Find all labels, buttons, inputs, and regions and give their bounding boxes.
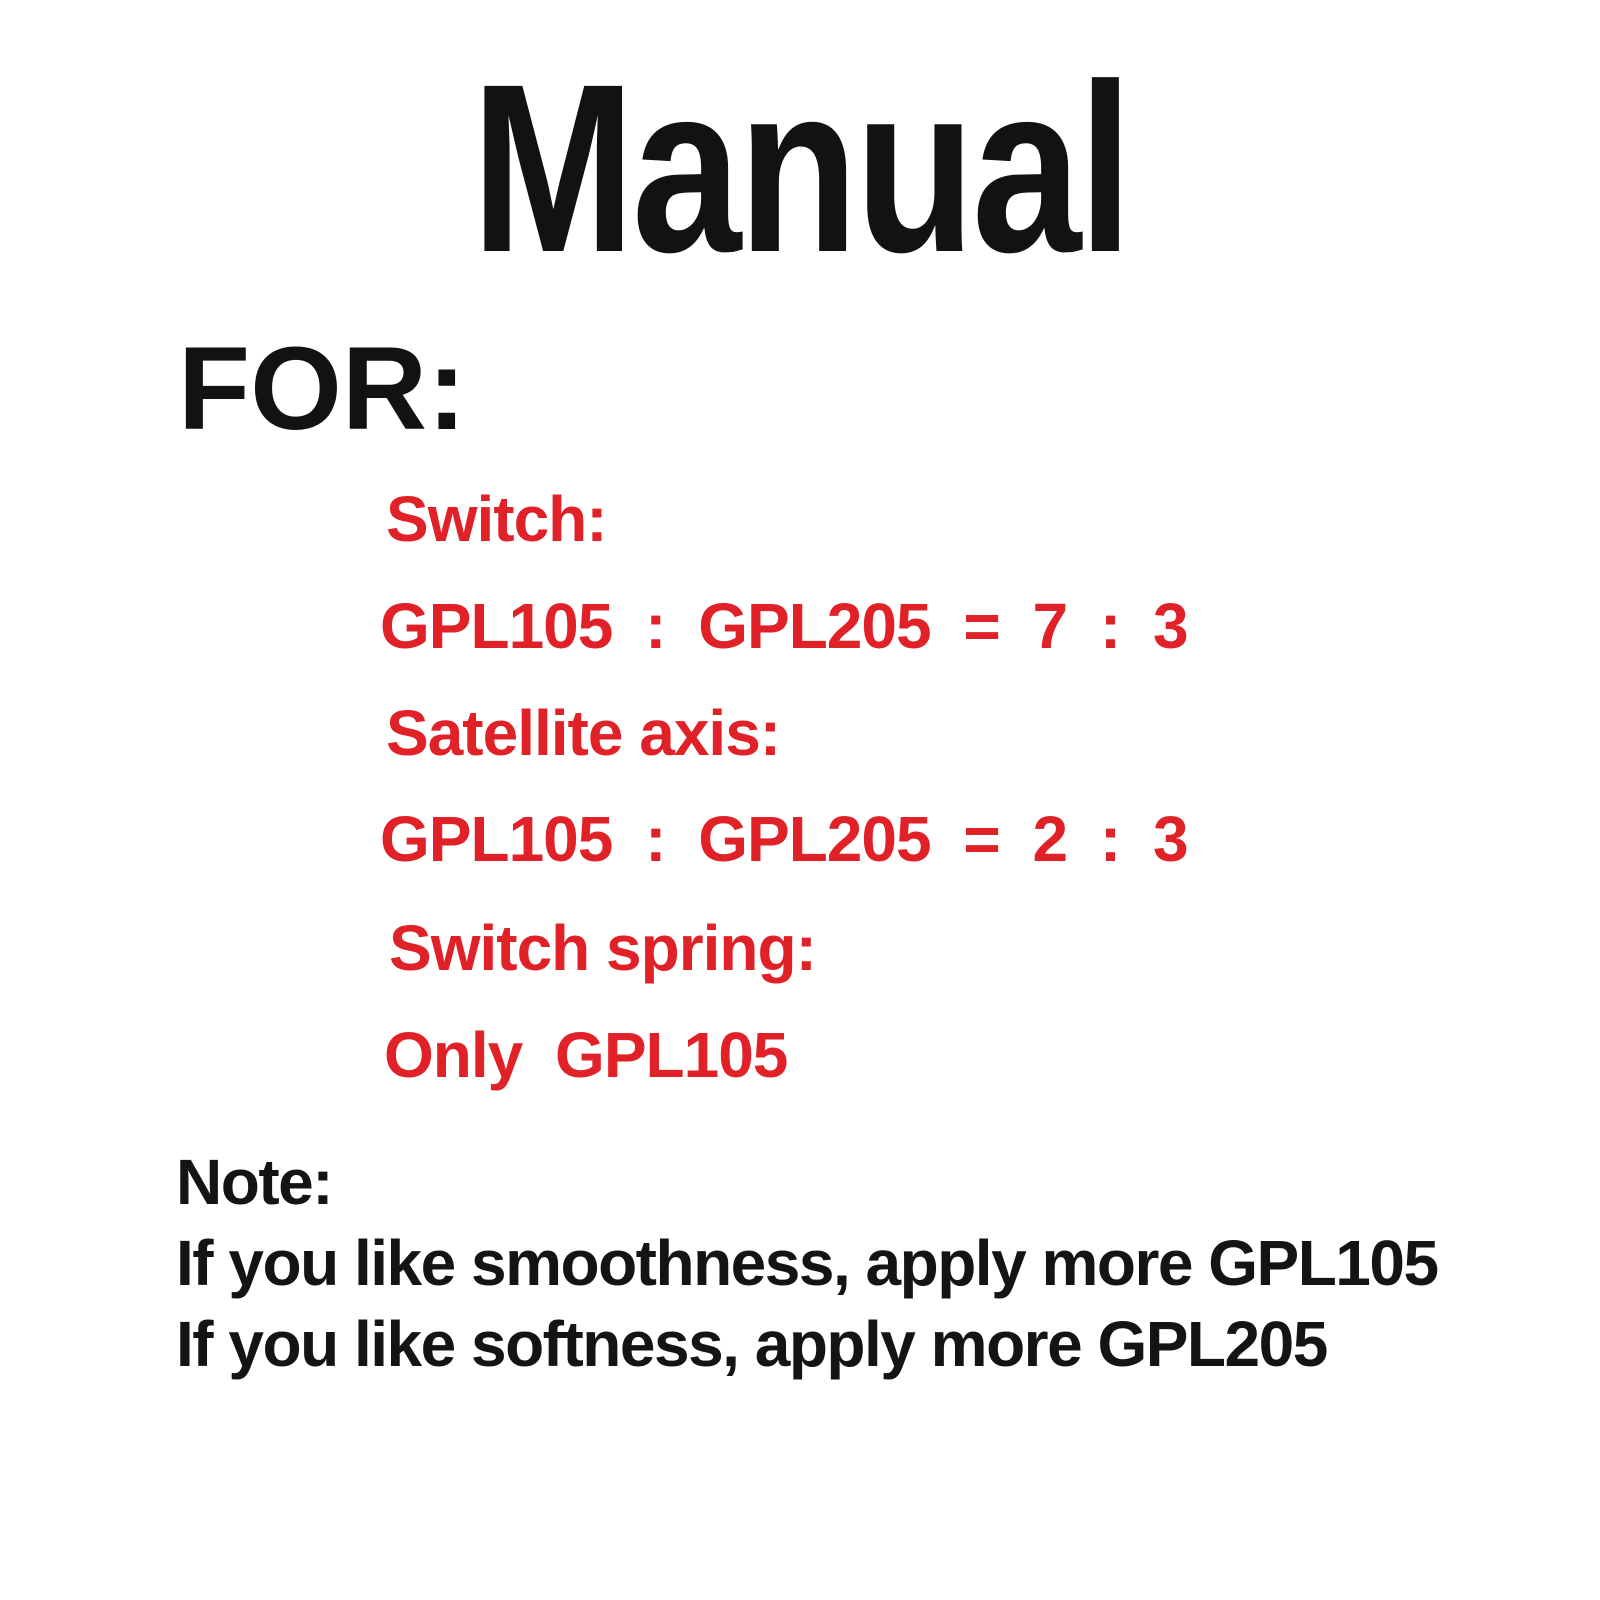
page-title: Manual [470, 34, 1130, 302]
note-line-smoothness: If you like smoothness, apply more GPL105 [176, 1227, 1438, 1299]
spec-switch-spring-label: Switch spring: [389, 912, 816, 984]
spec-switch-spring-value: Only GPL105 [384, 1019, 788, 1091]
note-heading: Note: [176, 1146, 333, 1218]
for-heading: FOR: [178, 323, 467, 455]
page-title-row [0, 34, 1600, 302]
note-line-softness: If you like softness, apply more GPL205 [176, 1308, 1327, 1380]
spec-switch-label: Switch: [386, 483, 607, 555]
spec-switch-ratio: GPL105 : GPL205 = 7 : 3 [380, 590, 1188, 662]
spec-satellite-axis-label: Satellite axis: [386, 697, 781, 769]
spec-satellite-axis-ratio: GPL105 : GPL205 = 2 : 3 [380, 803, 1188, 875]
